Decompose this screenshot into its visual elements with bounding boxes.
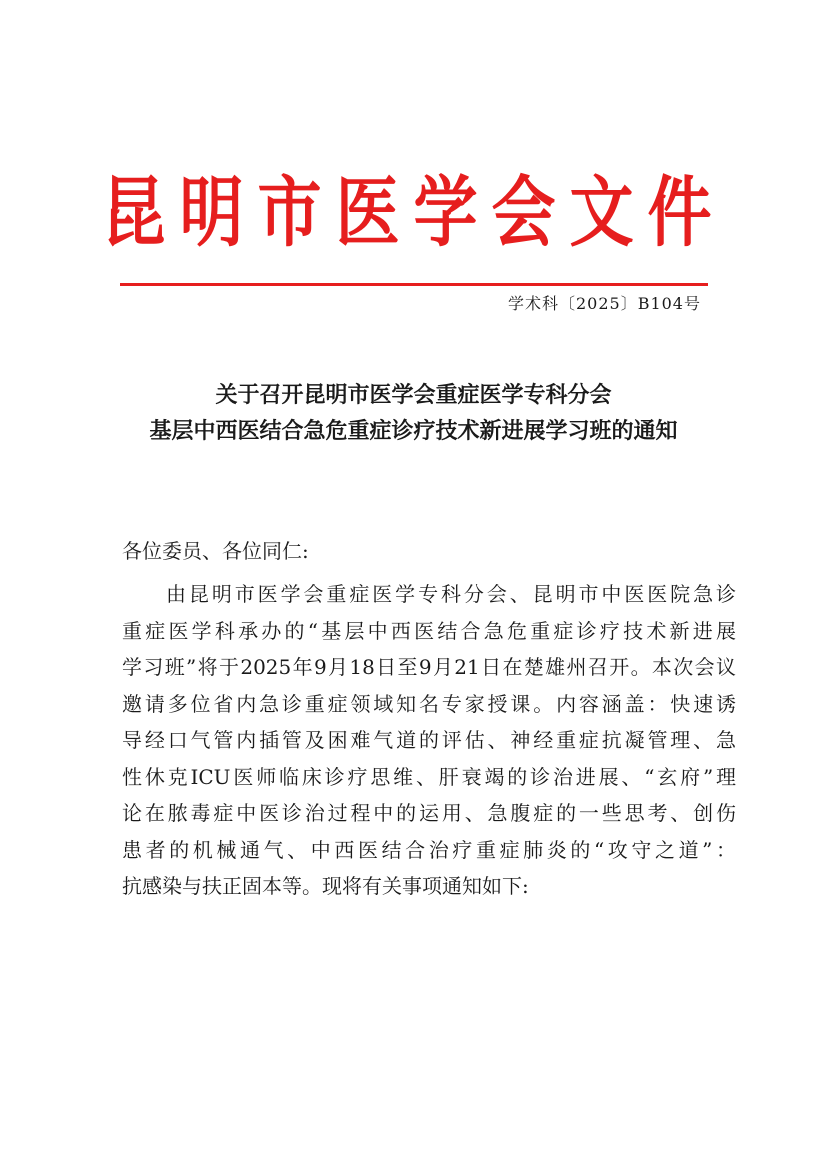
salutation: 各位委员、各位同仁: xyxy=(122,539,309,563)
masthead-title: 昆明市医学会文件 xyxy=(101,169,726,259)
body-line: 重症医学科承办的“基层中西医结合急危重症诊疗技术新进展 xyxy=(122,618,736,643)
notice-title-line-2: 基层中西医结合急危重症诊疗技术新进展学习班的通知 xyxy=(149,418,678,444)
body-line: 性休克ICU医师临床诊疗思维、肝衰竭的诊治进展、“玄府”理 xyxy=(122,764,736,789)
masthead-red-rule xyxy=(120,283,708,286)
notice-title-line-1: 关于召开昆明市医学会重症医学专科分会 xyxy=(215,382,612,408)
body-paragraph xyxy=(122,576,736,905)
notice-title xyxy=(0,377,827,449)
body-line: 导经口气管内插管及困难气道的评估、神经重症抗凝管理、急 xyxy=(122,728,736,752)
body-line: 学习班”将于2025年9月18日至9月21日在楚雄州召开。本次会议 xyxy=(122,655,736,679)
document-number: 学术科〔2025〕B104号 xyxy=(507,294,701,313)
body-line: 邀请多位省内急诊重症领域知名专家授课。内容涵盖：快速诱 xyxy=(122,691,736,716)
body-line: 论在脓毒症中医诊治过程中的运用、急腹症的一些思考、创伤 xyxy=(122,801,736,825)
body-line: 抗感染与扶正固本等。现将有关事项通知如下: xyxy=(122,874,529,898)
body-line: 由昆明市医学会重症医学专科分会、昆明市中医医院急诊 xyxy=(166,582,736,606)
body-line: 患者的机械通气、中西医结合治疗重症肺炎的“攻守之道”： xyxy=(122,837,736,862)
